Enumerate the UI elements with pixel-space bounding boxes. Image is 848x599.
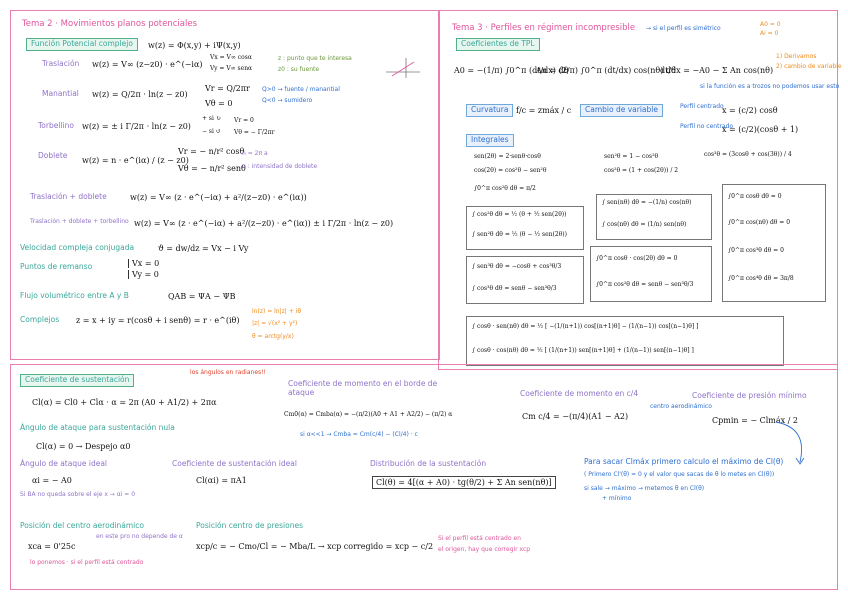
doblete-n-note: n : intensidad de doblete bbox=[242, 163, 318, 170]
distribucion-label: Distribución de la sustentación bbox=[370, 459, 487, 468]
torbellino-eq: w(z) = ± i Γ/2π · ln(z − z0) bbox=[82, 122, 191, 131]
velocidad-compleja-label: Velocidad compleja conjugada bbox=[20, 243, 135, 252]
complejos-eq: z = x + iy = r(cosθ + i senθ) = r · e^(iθ) bbox=[76, 316, 240, 325]
ataque-ideal-label: Ángulo de ataque ideal bbox=[20, 459, 107, 468]
torbellino-label: Torbellino bbox=[38, 121, 74, 130]
traslacion-note1: z : punto que te interesa bbox=[278, 55, 352, 62]
cambio-variable-eq2: x = (c/2)(cosθ + 1) bbox=[722, 125, 799, 134]
derivamos-step2: 2) cambio de variable bbox=[776, 63, 842, 70]
centro-presiones-label: Posición centro de presiones bbox=[196, 521, 303, 530]
sust-ideal-label: Coeficiente de sustentación ideal bbox=[172, 459, 297, 468]
doblete-vtheta: Vθ = − n/r² senθ bbox=[178, 164, 246, 173]
curvatura-box: Curvatura bbox=[466, 104, 513, 117]
traslacion-eq: w(z) = V∞ (z−z0) · e^(−iα) bbox=[92, 60, 203, 69]
integral-cos3: ∫ cos³θ dθ = senθ − sen³θ/3 bbox=[472, 285, 557, 292]
traslacion-vy: Vy = V∞ senα bbox=[210, 65, 253, 72]
integral-sen-n: ∫ sen(nθ) dθ = −(1/n) cos(nθ) bbox=[602, 199, 692, 206]
dt-dx-eq: dt/dx = −A0 − Σ An cos(nθ) bbox=[660, 66, 774, 75]
presion-minimo-eq: Cpmin = − Clmáx / 2 bbox=[712, 416, 798, 425]
integral-cos-cos2: ∫0^π cosθ · cos(2θ) dθ = 0 bbox=[596, 255, 678, 262]
ataque-nula-label: Ángulo de ataque para sustentación nula bbox=[20, 423, 175, 432]
integral-cos-0-pi: ∫0^π cosθ dθ = 0 bbox=[728, 193, 782, 200]
doblete-eq: w(z) = n · e^(iα) / (z − z0) bbox=[82, 156, 189, 165]
complejos-angulo: θ = arctg(y/x) bbox=[252, 333, 294, 340]
an-eq: An = (2/π) ∫0^π (dt/dx) cos(nθ) dθ bbox=[536, 66, 676, 75]
integral-sen3: ∫ sen³θ dθ = −cosθ + cos³θ/3 bbox=[472, 263, 562, 270]
doblete-label: Doblete bbox=[38, 151, 68, 160]
funcion-def: w(z) = Φ(x,y) + iΨ(x,y) bbox=[148, 41, 241, 50]
momento-c4-eq: Cm c/4 = −(π/4)(A1 − A2) bbox=[522, 412, 629, 421]
simetrico-note: → si el perfil es simétrico bbox=[646, 25, 721, 32]
remanso-vx: Vx = 0 bbox=[128, 259, 159, 268]
integral-sen2: ∫ sen²θ dθ = ½ (θ − ½ sen(2θ)) bbox=[472, 231, 567, 238]
clmax-note2: ( Primero Cl'(θ) = 0 y el valor que sacas de θ lo metes en Cl(θ)) bbox=[584, 471, 775, 478]
manantial-eq: w(z) = Q/2π · ln(z − z0) bbox=[92, 90, 188, 99]
momento-approx: si α<<1 → Cmba = Cm(c/4) − (Cl/4) · c bbox=[300, 431, 418, 438]
trig-sen-cuadrado: sen²θ = 1 − cos²θ bbox=[604, 153, 659, 160]
distribucion-eq: Cl(θ) = 4[(α + A0) · tg(θ/2) + Σ An sen(nθ)] bbox=[372, 476, 556, 489]
simetrico-ai: Ai = 0 bbox=[760, 30, 779, 37]
funcion-potencial-box: Función Potencial complejo bbox=[26, 38, 138, 51]
manantial-q-positive: Q>0 → fuente / manantial bbox=[262, 86, 340, 93]
coeficientes-tpl-box: Coeficientes de TPL bbox=[456, 38, 540, 51]
torbellino-sign-cw: + si ↻ bbox=[202, 115, 221, 122]
centro-aerodinamico-eq: xca = 0'25c bbox=[28, 542, 76, 551]
derivamos-step1: 1) Derivamos bbox=[776, 53, 817, 60]
velocidad-compleja-eq: ϑ = dw/dz = Vx − i Vy bbox=[158, 244, 249, 253]
integral-cos2-sen3: ∫0^π cos²θ dθ = senθ − sen³θ/3 bbox=[596, 281, 694, 288]
integral-cos-sen-n: ∫ cosθ · sen(nθ) dθ = ½ [ −(1/(n+1)) cos[(n+1)θ] − (1/(n−1)) cos[(n−1)θ] ] bbox=[472, 323, 699, 330]
integral-cos2: ∫ cos²θ dθ = ½ (θ + ½ sen(2θ)) bbox=[472, 211, 567, 218]
trig-cos-cubo: cos³θ = (3cosθ + cos(3θ)) / 4 bbox=[704, 151, 792, 158]
integral-cos2-0-pi: ∫0^π cos²θ dθ = π/2 bbox=[474, 185, 536, 192]
complejos-modulo: |z| = √(x² + y²) bbox=[252, 320, 298, 327]
remanso-vy: Vy = 0 bbox=[128, 270, 159, 279]
complejos-ln: ln(z) = ln|z| + iθ bbox=[252, 308, 301, 315]
integral-cos-n-0-pi: ∫0^π cos(nθ) dθ = 0 bbox=[728, 219, 791, 226]
manantial-vtheta: Vθ = 0 bbox=[205, 99, 233, 108]
momento-borde-eq: Cm0(α) = Cmba(α) = −(π/2)(A0 + A1 + A2/2) − (π/2) α bbox=[284, 411, 453, 418]
centro-aerodinamico-note2: lo ponemos · si el perfil está centrado bbox=[30, 559, 144, 566]
momento-c4-note: centro aerodinámico bbox=[650, 403, 712, 410]
tema2-title: Tema 2 · Movimientos planos potenciales bbox=[22, 19, 198, 29]
manantial-q-negative: Q<0 → sumidero bbox=[262, 97, 313, 104]
traslacion-doblete-torbellino-label: Traslación + doblete + torbellino bbox=[30, 218, 129, 225]
torbellino-vr: Vr = 0 bbox=[234, 117, 254, 124]
coef-sustentacion-eq: Cl(α) = Cl0 + Clα · α = 2π (A0 + A1/2) + 2πα bbox=[32, 398, 217, 407]
ataque-ideal-note: Si BA no queda sobre el eje x → αi = 0 bbox=[20, 491, 136, 498]
flujo-volumetrico-label: Flujo volumétrico entre A y B bbox=[20, 291, 129, 300]
simetrico-a0: A0 = 0 bbox=[760, 21, 781, 28]
curvatura-eq: f/c = zmáx / c bbox=[516, 106, 572, 115]
integral-cos-n: ∫ cos(nθ) dθ = (1/n) sen(nθ) bbox=[602, 221, 687, 228]
centro-presiones-eq: xcp/c = − Cmo/Cl = − Mba/L → xcp corregido = xcp − c/2 bbox=[196, 542, 434, 551]
perfil-centrado: Perfil centrado bbox=[680, 103, 724, 110]
flujo-volumetrico-eq: QAB = ΨA − ΨB bbox=[168, 292, 236, 301]
centro-presiones-note1: Si el perfil está centrado en bbox=[438, 535, 521, 542]
perfil-no-centrado: Perfil no centrado bbox=[680, 123, 734, 130]
traslacion-doblete-torbellino-eq: w(z) = V∞ (z · e^(−iα) + a²/(z−z0) · e^(iα)) ± i Γ/2π · ln(z − z0) bbox=[134, 219, 394, 228]
ataque-ideal-eq: αi = − A0 bbox=[32, 476, 72, 485]
momento-c4-label: Coeficiente de momento en c/4 bbox=[520, 389, 639, 398]
integrales-box-zero bbox=[722, 184, 826, 302]
presion-minimo-label: Coeficiente de presión mínimo bbox=[692, 391, 807, 400]
centro-aerodinamico-note1: en este pro no depende de α bbox=[96, 533, 183, 540]
trig-cos-cuadrado: cos²θ = (1 + cos(2θ)) / 2 bbox=[604, 167, 679, 174]
torbellino-sign-ccw: − si ↺ bbox=[202, 128, 221, 135]
integral-cos-cos-n: ∫ cosθ · cos(nθ) dθ = ½ [ (1/(n+1)) sen[(n+1)θ] + (1/(n−1)) sen[(n−1)θ] ] bbox=[472, 347, 694, 354]
traslacion-doblete-label: Traslación + doblete bbox=[30, 192, 107, 201]
clmax-note4: + mínimo bbox=[602, 495, 632, 502]
cambio-variable-box: Cambio de variable bbox=[580, 104, 663, 117]
cambio-variable-eq1: x = (c/2) cosθ bbox=[722, 106, 778, 115]
doblete-vr: Vr = − n/r² cosθ bbox=[178, 147, 245, 156]
manantial-vr: Vr = Q/2πr bbox=[205, 84, 250, 93]
derivamos-note: si la función es a trozos no podemos usar esto bbox=[700, 83, 840, 90]
coef-sustentacion-box: Coeficiente de sustentación bbox=[20, 374, 134, 387]
doblete-n-def: n = 2π a bbox=[242, 150, 268, 157]
centro-presiones-note2: el origen, hay que corregir xcp bbox=[438, 546, 531, 553]
centro-aerodinamico-label: Posición del centro aerodinámico bbox=[20, 521, 144, 530]
trig-cos2: cos(2θ) = cos²θ − sen²θ bbox=[474, 167, 547, 174]
momento-borde-label: Coeficiente de momento en el borde de ataque bbox=[288, 379, 438, 397]
clmax-note1: Para sacar Clmáx primero calculo el máximo de Cl(θ) bbox=[584, 457, 784, 466]
axis-sketch-icon bbox=[384, 56, 424, 80]
trig-sen2: sen(2θ) = 2·senθ·cosθ bbox=[474, 153, 541, 160]
tema3-title: Tema 3 · Perfiles en régimen incompresible bbox=[452, 23, 636, 33]
manantial-label: Manantial bbox=[42, 89, 79, 98]
traslacion-vx: Vx = V∞ cosα bbox=[210, 54, 252, 61]
puntos-remanso-label: Puntos de remanso bbox=[20, 262, 93, 271]
torbellino-vtheta: Vθ = − Γ/2πr bbox=[234, 129, 275, 136]
angulos-radianes-note: los ángulos en radianes!! bbox=[190, 369, 266, 376]
a0-eq: A0 = −(1/π) ∫0^π (dt/dx) dθ bbox=[454, 66, 569, 75]
complejos-label: Complejos bbox=[20, 315, 60, 324]
traslacion-label: Traslación bbox=[42, 59, 80, 68]
integral-cos4-0-pi: ∫0^π cos⁴θ dθ = 3π/8 bbox=[728, 275, 794, 282]
integrales-box: Integrales bbox=[466, 134, 514, 147]
integral-cos3-0-pi: ∫0^π cos³θ dθ = 0 bbox=[728, 247, 784, 254]
traslacion-doblete-eq: w(z) = V∞ (z · e^(−iα) + a²/(z−z0) · e^(iα)) bbox=[130, 193, 307, 202]
traslacion-note2: z0 : su fuente bbox=[278, 66, 320, 73]
sust-ideal-eq: Cl(αi) = πA1 bbox=[196, 476, 247, 485]
clmax-note3: si sale → máximo → metemos θ en Cl(θ) bbox=[584, 485, 705, 492]
ataque-nula-eq: Cl(α) = 0 → Despejo α0 bbox=[36, 442, 131, 451]
